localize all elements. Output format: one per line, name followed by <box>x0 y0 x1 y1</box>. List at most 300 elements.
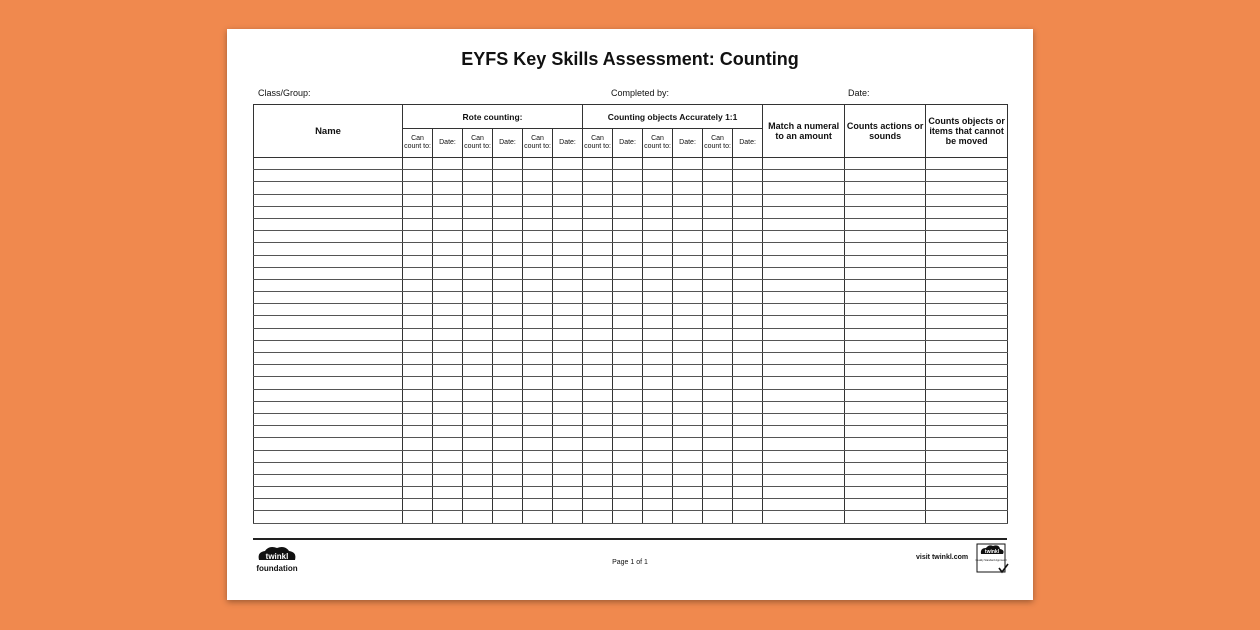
table-cell <box>703 426 733 438</box>
table-cell <box>433 450 463 462</box>
table-cell <box>763 170 845 182</box>
table-cell <box>583 158 613 170</box>
rote-counting-header: Rote counting: <box>403 105 583 129</box>
table-cell <box>673 450 703 462</box>
table-cell <box>703 438 733 450</box>
table-cell <box>926 499 1008 511</box>
table-cell <box>763 377 845 389</box>
table-cell <box>673 328 703 340</box>
table-cell <box>433 499 463 511</box>
table-cell <box>763 279 845 291</box>
table-cell <box>254 182 403 194</box>
table-cell <box>403 389 433 401</box>
completed-by-label: Completed by: <box>611 88 670 98</box>
table-cell <box>613 462 643 474</box>
counts-actions-header: Counts actions or sounds <box>845 105 926 158</box>
table-cell <box>493 511 523 523</box>
table-cell <box>845 401 926 413</box>
table-cell <box>845 462 926 474</box>
table-cell <box>523 365 553 377</box>
table-row <box>254 243 1008 255</box>
table-cell <box>493 487 523 499</box>
table-cell <box>733 401 763 413</box>
table-cell <box>553 292 583 304</box>
table-cell <box>254 206 403 218</box>
table-cell <box>523 426 553 438</box>
table-cell <box>703 243 733 255</box>
table-cell <box>673 401 703 413</box>
table-cell <box>926 474 1008 486</box>
table-cell <box>733 194 763 206</box>
class-group-label: Class/Group: <box>258 88 311 98</box>
table-cell <box>673 231 703 243</box>
table-cell <box>433 413 463 425</box>
table-cell <box>463 194 493 206</box>
table-cell <box>583 450 613 462</box>
table-cell <box>733 340 763 352</box>
table-cell <box>433 182 463 194</box>
table-cell <box>523 377 553 389</box>
table-cell <box>733 487 763 499</box>
table-cell <box>583 438 613 450</box>
table-cell <box>763 365 845 377</box>
table-cell <box>523 170 553 182</box>
table-cell <box>553 206 583 218</box>
subheader-date: Date: <box>553 129 583 158</box>
table-cell <box>763 328 845 340</box>
table-cell <box>613 450 643 462</box>
table-cell <box>673 243 703 255</box>
table-cell <box>763 243 845 255</box>
table-cell <box>553 365 583 377</box>
table-cell <box>643 158 673 170</box>
table-cell <box>254 438 403 450</box>
table-cell <box>553 413 583 425</box>
table-cell <box>463 328 493 340</box>
table-cell <box>523 353 553 365</box>
table-cell <box>613 243 643 255</box>
table-cell <box>673 426 703 438</box>
table-cell <box>613 401 643 413</box>
table-cell <box>433 218 463 230</box>
table-cell <box>845 328 926 340</box>
table-cell <box>763 487 845 499</box>
page-title: EYFS Key Skills Assessment: Counting <box>461 49 799 69</box>
table-cell <box>493 450 523 462</box>
table-cell <box>763 267 845 279</box>
table-cell <box>643 499 673 511</box>
table-cell <box>643 206 673 218</box>
table-row <box>254 255 1008 267</box>
table-cell <box>254 194 403 206</box>
table-cell <box>845 267 926 279</box>
table-cell <box>583 206 613 218</box>
table-cell <box>703 499 733 511</box>
table-cell <box>643 511 673 523</box>
table-cell <box>845 499 926 511</box>
table-cell <box>463 365 493 377</box>
table-row <box>254 194 1008 206</box>
table-cell <box>553 511 583 523</box>
table-cell <box>673 292 703 304</box>
table-cell <box>926 292 1008 304</box>
visit-link: visit twinkl.com <box>916 554 969 561</box>
table-cell <box>763 206 845 218</box>
table-cell <box>523 487 553 499</box>
table-cell <box>254 426 403 438</box>
table-cell <box>643 231 673 243</box>
table-cell <box>926 255 1008 267</box>
table-cell <box>926 438 1008 450</box>
table-cell <box>463 316 493 328</box>
table-cell <box>254 353 403 365</box>
table-cell <box>643 340 673 352</box>
table-cell <box>463 462 493 474</box>
table-cell <box>926 218 1008 230</box>
table-cell <box>553 389 583 401</box>
table-row <box>254 340 1008 352</box>
table-cell <box>643 389 673 401</box>
table-cell <box>523 340 553 352</box>
table-cell <box>845 206 926 218</box>
table-cell <box>763 316 845 328</box>
table-cell <box>926 267 1008 279</box>
table-row <box>254 499 1008 511</box>
counts-items-header: Counts objects or items that cannot be moved <box>926 105 1008 158</box>
table-cell <box>403 487 433 499</box>
table-cell <box>613 218 643 230</box>
table-row <box>254 450 1008 462</box>
table-cell <box>254 389 403 401</box>
table-cell <box>553 340 583 352</box>
table-cell <box>703 206 733 218</box>
table-cell <box>926 182 1008 194</box>
table-cell <box>733 231 763 243</box>
table-cell <box>845 413 926 425</box>
table-cell <box>763 218 845 230</box>
table-cell <box>403 170 433 182</box>
table-row <box>254 389 1008 401</box>
table-cell <box>613 328 643 340</box>
table-cell <box>433 487 463 499</box>
table-cell <box>553 279 583 291</box>
table-cell <box>613 182 643 194</box>
table-cell <box>254 413 403 425</box>
table-cell <box>403 450 433 462</box>
table-cell <box>403 316 433 328</box>
table-cell <box>673 340 703 352</box>
table-cell <box>673 487 703 499</box>
table-cell <box>493 365 523 377</box>
table-cell <box>613 499 643 511</box>
table-cell <box>254 292 403 304</box>
table-cell <box>254 267 403 279</box>
table-cell <box>926 304 1008 316</box>
table-cell <box>613 487 643 499</box>
table-cell <box>845 340 926 352</box>
table-cell <box>523 450 553 462</box>
table-cell <box>254 450 403 462</box>
table-cell <box>553 304 583 316</box>
table-cell <box>733 450 763 462</box>
table-cell <box>523 267 553 279</box>
table-cell <box>733 255 763 267</box>
table-cell <box>463 511 493 523</box>
table-cell <box>926 170 1008 182</box>
table-cell <box>845 182 926 194</box>
table-cell <box>845 377 926 389</box>
subheader-date: Date: <box>673 129 703 158</box>
table-cell <box>553 328 583 340</box>
table-cell <box>553 377 583 389</box>
table-row <box>254 267 1008 279</box>
table-cell <box>403 426 433 438</box>
table-cell <box>523 499 553 511</box>
table-cell <box>583 231 613 243</box>
table-cell <box>463 304 493 316</box>
table-cell <box>845 438 926 450</box>
table-cell <box>403 365 433 377</box>
table-cell <box>553 218 583 230</box>
table-cell <box>463 158 493 170</box>
table-body <box>254 158 1008 524</box>
table-cell <box>673 316 703 328</box>
table-cell <box>613 194 643 206</box>
table-cell <box>763 182 845 194</box>
table-cell <box>403 292 433 304</box>
table-cell <box>493 158 523 170</box>
table-cell <box>763 194 845 206</box>
table-cell <box>403 194 433 206</box>
table-cell <box>523 194 553 206</box>
table-cell <box>673 170 703 182</box>
table-cell <box>433 231 463 243</box>
table-cell <box>493 255 523 267</box>
table-cell <box>433 511 463 523</box>
worksheet-page <box>227 29 1033 600</box>
table-cell <box>463 401 493 413</box>
table-cell <box>763 353 845 365</box>
table-cell <box>254 158 403 170</box>
table-cell <box>703 170 733 182</box>
table-row <box>254 292 1008 304</box>
table-cell <box>643 377 673 389</box>
table-cell <box>926 389 1008 401</box>
table-row <box>254 511 1008 523</box>
table-cell <box>403 231 433 243</box>
table-cell <box>254 243 403 255</box>
table-cell <box>403 511 433 523</box>
table-cell <box>403 401 433 413</box>
table-cell <box>403 255 433 267</box>
table-cell <box>643 255 673 267</box>
table-cell <box>463 218 493 230</box>
table-cell <box>845 474 926 486</box>
table-cell <box>493 328 523 340</box>
table-cell <box>845 450 926 462</box>
subheader-date: Date: <box>613 129 643 158</box>
table-cell <box>523 255 553 267</box>
table-cell <box>926 365 1008 377</box>
table-cell <box>523 206 553 218</box>
table-cell <box>926 316 1008 328</box>
table-cell <box>733 365 763 377</box>
table-cell <box>254 340 403 352</box>
table-cell <box>493 438 523 450</box>
table-row <box>254 413 1008 425</box>
table-cell <box>583 462 613 474</box>
table-cell <box>493 426 523 438</box>
table-cell <box>553 231 583 243</box>
table-cell <box>433 292 463 304</box>
table-cell <box>703 304 733 316</box>
table-cell <box>763 304 845 316</box>
table-cell <box>845 243 926 255</box>
table-cell <box>433 438 463 450</box>
table-cell <box>733 243 763 255</box>
match-numeral-header: Match a numeral to an amount <box>763 105 845 158</box>
logo-text-top: twinkl <box>265 552 289 561</box>
table-cell <box>433 401 463 413</box>
subheader-date: Date: <box>493 129 523 158</box>
table-cell <box>463 474 493 486</box>
subheader-can-count: Can count to: <box>703 129 733 158</box>
table-cell <box>553 243 583 255</box>
table-cell <box>733 413 763 425</box>
table-cell <box>845 426 926 438</box>
table-cell <box>643 267 673 279</box>
table-cell <box>583 182 613 194</box>
table-cell <box>643 462 673 474</box>
table-cell <box>643 474 673 486</box>
table-cell <box>553 474 583 486</box>
table-cell <box>433 255 463 267</box>
table-cell <box>583 218 613 230</box>
badge-subtext: Quality Standard Approved <box>975 559 1007 562</box>
table-cell <box>733 158 763 170</box>
table-cell <box>673 182 703 194</box>
table-cell <box>583 413 613 425</box>
table-cell <box>254 511 403 523</box>
table-row <box>254 218 1008 230</box>
table-cell <box>463 426 493 438</box>
table-cell <box>643 218 673 230</box>
table-cell <box>643 182 673 194</box>
table-cell <box>493 182 523 194</box>
table-cell <box>583 377 613 389</box>
table-cell <box>583 474 613 486</box>
table-row <box>254 462 1008 474</box>
table-cell <box>463 170 493 182</box>
counting-objects-header: Counting objects Accurately 1:1 <box>583 105 763 129</box>
table-cell <box>254 401 403 413</box>
table-cell <box>583 267 613 279</box>
table-cell <box>553 316 583 328</box>
table-cell <box>845 158 926 170</box>
table-cell <box>433 426 463 438</box>
table-cell <box>703 487 733 499</box>
table-cell <box>493 243 523 255</box>
table-cell <box>733 206 763 218</box>
table-cell <box>433 474 463 486</box>
table-row <box>254 474 1008 486</box>
table-cell <box>433 206 463 218</box>
table-cell <box>433 462 463 474</box>
table-cell <box>254 170 403 182</box>
table-cell <box>463 292 493 304</box>
table-cell <box>613 413 643 425</box>
table-cell <box>493 499 523 511</box>
table-cell <box>403 340 433 352</box>
table-cell <box>703 231 733 243</box>
table-cell <box>523 474 553 486</box>
table-cell <box>845 231 926 243</box>
table-cell <box>463 267 493 279</box>
table-cell <box>254 231 403 243</box>
assessment-table <box>253 104 1008 524</box>
table-cell <box>583 499 613 511</box>
subheader-can-count: Can count to: <box>403 129 433 158</box>
table-row <box>254 377 1008 389</box>
table-cell <box>926 194 1008 206</box>
table-cell <box>613 426 643 438</box>
table-cell <box>673 511 703 523</box>
table-cell <box>673 194 703 206</box>
table-cell <box>583 365 613 377</box>
table-row <box>254 279 1008 291</box>
table-cell <box>463 438 493 450</box>
table-cell <box>673 462 703 474</box>
table-cell <box>643 365 673 377</box>
table-cell <box>493 353 523 365</box>
table-row <box>254 328 1008 340</box>
table-cell <box>703 194 733 206</box>
table-cell <box>403 328 433 340</box>
table-cell <box>433 304 463 316</box>
table-cell <box>845 292 926 304</box>
table-cell <box>733 353 763 365</box>
table-cell <box>673 413 703 425</box>
table-cell <box>733 292 763 304</box>
table-cell <box>403 267 433 279</box>
table-cell <box>733 328 763 340</box>
table-cell <box>703 365 733 377</box>
table-cell <box>613 511 643 523</box>
table-cell <box>703 474 733 486</box>
table-cell <box>523 292 553 304</box>
table-cell <box>643 438 673 450</box>
table-cell <box>703 462 733 474</box>
table-cell <box>553 426 583 438</box>
table-cell <box>553 450 583 462</box>
table-cell <box>926 450 1008 462</box>
table-cell <box>523 304 553 316</box>
subheader-can-count: Can count to: <box>463 129 493 158</box>
table-cell <box>583 511 613 523</box>
table-cell <box>926 511 1008 523</box>
table-cell <box>763 340 845 352</box>
table-row <box>254 206 1008 218</box>
table-cell <box>583 401 613 413</box>
table-cell <box>926 426 1008 438</box>
table-cell <box>493 206 523 218</box>
table-cell <box>254 255 403 267</box>
table-cell <box>613 389 643 401</box>
table-cell <box>703 511 733 523</box>
table-cell <box>763 255 845 267</box>
table-cell <box>553 462 583 474</box>
table-cell <box>763 511 845 523</box>
